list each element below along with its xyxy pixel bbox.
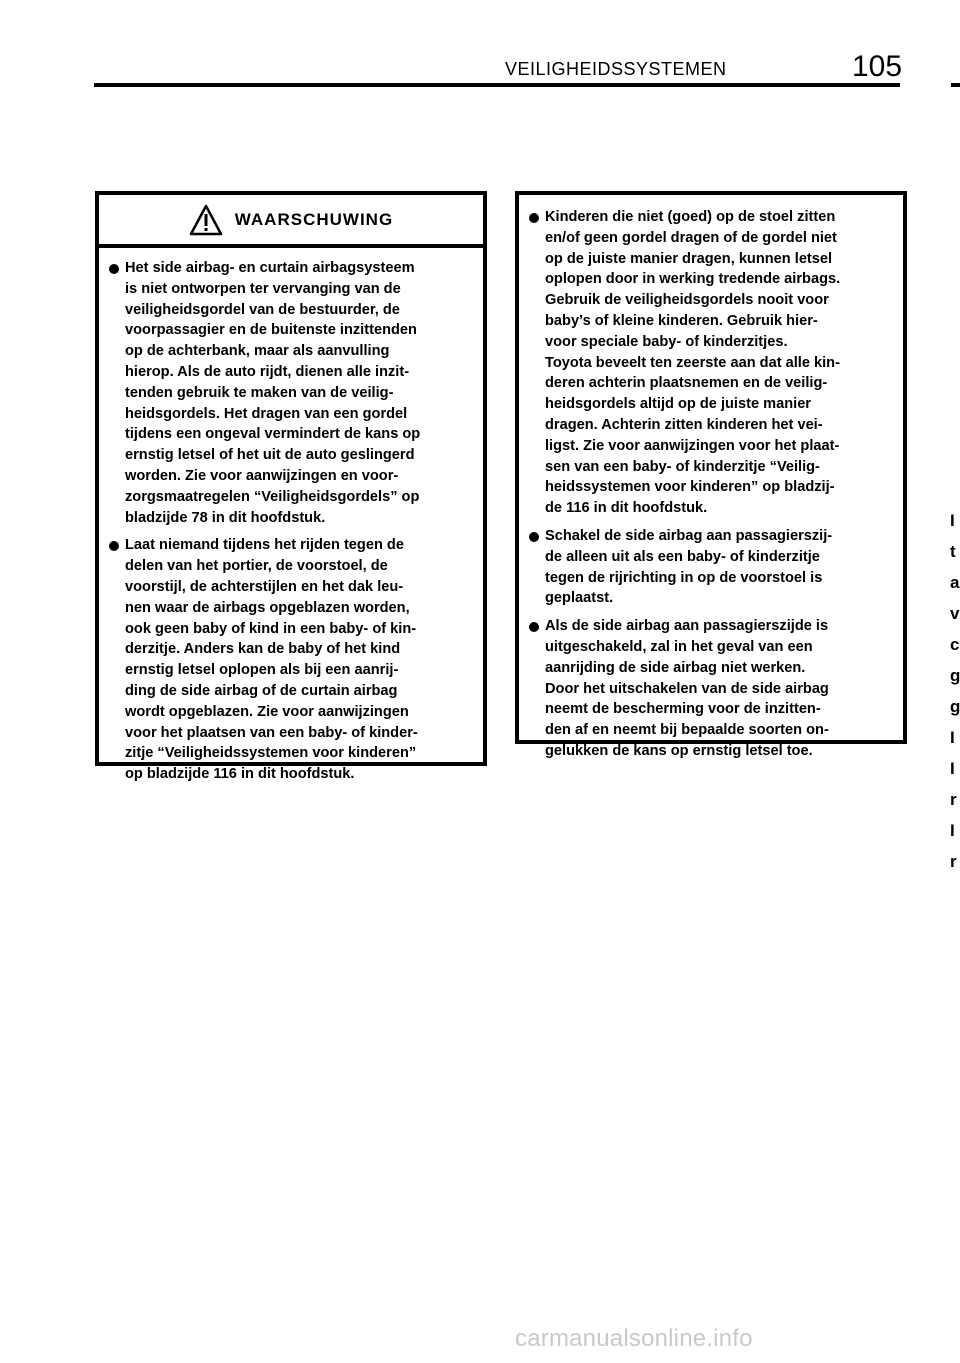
warning-panel-left bbox=[95, 191, 487, 783]
edge-letter: t bbox=[950, 542, 956, 561]
header-rule bbox=[94, 83, 900, 87]
bullet-text: Laat niemand tijdens het rijden tegen de delen van het portier, de voorstoel, de voorstijl, de achterstijlen en het dak leu- nen waar de airbags opgeblazen worden, ook geen baby of kind in een baby- of kin- derzitje. Anders kan de baby of het kind ernstig letsel oplopen als bij een aanrij- ding de side airbag of de curtain airbag wordt opgeblazen. Zie voor aanwijzingen voor het plaatsen van een baby- of kinder- zitje “Veiligheidssystemen voor kinderen” op bladzijde 116 in dit hoofdstuk. bbox=[125, 537, 418, 783]
edge-letter: r bbox=[950, 852, 957, 871]
edge-letter: I bbox=[950, 728, 955, 747]
list-item bbox=[109, 535, 475, 785]
list-item bbox=[529, 616, 895, 762]
bullet-icon bbox=[109, 264, 119, 274]
warning-header bbox=[99, 195, 483, 248]
edge-letter: I bbox=[950, 759, 955, 778]
bullet-text: Het side airbag- en curtain airbagsysteem is niet ontworpen ter vervanging van de veiligheidsgordel van de bestuurder, de voorpassagier en de buitenste inzittenden op de achterbank, maar als aanvulling hierop. Als de auto rijdt, dienen alle inzit- tenden gebruik te maken van de veilig- heidsgordels. Het dragen van een gordel tijdens een ongeval vermindert de kans op ernstig letsel of het uit de auto geslingerd worden. Zie voor aanwijzingen en voor- zorgsmaatregelen “Veiligheidsgordels” op bladzijde 78 in dit hoofdstuk. bbox=[125, 260, 421, 526]
warning-title: WAARSCHUWING bbox=[234, 209, 394, 229]
bullet-icon bbox=[109, 541, 119, 551]
bullet-list bbox=[99, 248, 483, 785]
edge-letter: v bbox=[950, 604, 960, 623]
bullet-text: Kinderen die niet (goed) op de stoel zitten en/of geen gordel dragen of de gordel niet op de juiste manier dragen, kunnen letsel oplopen door in werking tredende airbags. Gebruik de veiligheidsgordels nooit voor baby’s of kleine kinderen. Gebruik hier- voor speciale baby- of kinderzitjes. Toyota beveelt ten zeerste aan dat alle kin- deren achterin plaatsnemen en de veilig- heidsgordels altijd op de juiste manier dragen. Achterin zitten kinderen het vei- ligst. Zie voor aanwijzingen voor het plaat- sen van een baby- of kinderzitje “Veilig- heidssystemen voor kinderen” op bladzij- de 116 in dit hoofdstuk. bbox=[545, 209, 841, 517]
bullet-icon bbox=[529, 622, 539, 632]
edge-letter: r bbox=[950, 790, 957, 809]
edge-text-fragment bbox=[950, 505, 960, 877]
edge-letter: a bbox=[950, 573, 960, 592]
list-item bbox=[529, 526, 895, 609]
warning-panel-right bbox=[515, 191, 907, 759]
list-item bbox=[109, 258, 475, 528]
watermark-link[interactable]: carmanualsonline.info bbox=[515, 1325, 753, 1352]
edge-letter: g bbox=[950, 697, 960, 716]
bullet-icon bbox=[529, 532, 539, 542]
edge-tick bbox=[951, 83, 960, 87]
page-number: 105 bbox=[852, 50, 903, 83]
bullet-icon bbox=[529, 213, 539, 223]
edge-letter: I bbox=[950, 821, 955, 840]
edge-letter: g bbox=[950, 666, 960, 685]
warning-triangle-icon bbox=[189, 204, 223, 236]
bullet-text: Als de side airbag aan passagierszijde is uitgeschakeld, zal in het geval van een aanrijding de side airbag niet werken. Door het uitschakelen van de side airbag neemt de bescherming voor de inzitten- den af en neemt bij bepaalde soorten on- gelukken de kans op ernstig letsel toe. bbox=[545, 618, 829, 759]
bullet-text: Schakel de side airbag aan passagierszij- de alleen uit als een baby- of kinderzitje tegen de rijrichting in op de voorstoel is geplaatst. bbox=[545, 527, 833, 607]
list-item bbox=[529, 207, 895, 519]
edge-letter: I bbox=[950, 511, 955, 530]
section-title: VEILIGHEIDSSYSTEMEN bbox=[505, 59, 727, 79]
bullet-list bbox=[519, 195, 903, 762]
edge-letter: c bbox=[950, 635, 960, 654]
